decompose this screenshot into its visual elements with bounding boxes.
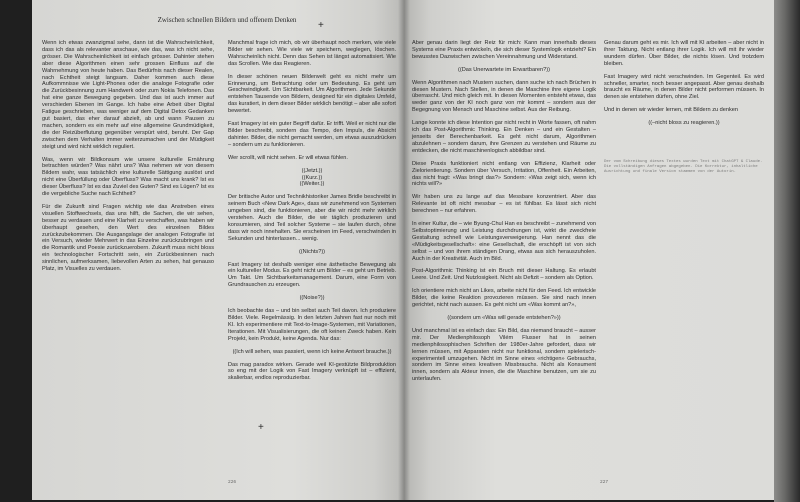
paragraph: Und manchmal ist es einfach das: Ein Bild, das niemand braucht – ausser mir. Der Medienphilosoph Vilém Flusser hat in seinen medienphilosophischen Schriften der 1980er-Jahre gefordert, dass wir lernen müssen, mit Apparaten nicht nur funktional, sondern spielerisch-experimentell umzugehen. Nicht im Sinne eines «richtigen» Gebrauchs, sondern im Sinne eines kreativen Missbrauchs. Nicht als Konsument innen, sondern als Akteur innen, die die Maschine benutzen, um sie zu unterlaufen. — [412, 327, 596, 383]
paragraph: Fast Imagery ist ein guter Begriff dafür. Er trifft. Weil er nicht nur die Bilder beschreibt, sondern das Tempo, den Impuls, die Absicht dahinter. Bilder, die nicht gemacht werden, um etwas auszudrücken – sondern um zu funktionieren. — [228, 121, 396, 148]
paragraph: Wenn ich etwas zwanzigmal sehe, dann ist die Wahrscheinlichkeit, dass ich das als relevanter anschaue, wie das, was ich nicht sehe, grösser. Die Wahrscheinlichkeit ist einfach grösser. Dahinter stehen aber diese Algorithmen einen sehr grossen Einfluss auf die Wahrnehmung von heute haben. Das Bedürfnis nach dieser Realen, nach Echtheit steigt langsam. Daher kommen auch diese Aufkommnisse wie Light-Phones oder die analoge Fotografie oder die Zurückbesinnung zum Handwerk oder zum Nokia Telefonen. Das hat eine ganze Bewegung gegeben. Und das ist auch immer auf verschieden Ebenen im Gange. Ich habe eine Arbeit über Digital Fatigue geschrieben, was weniger auf dem Digital Detox Gedanken gut basiert, das eher darauf abzielt, ab und wann Pausen zu machen, sondern es ein mehr auf eine allgemeine Grundmüdigkeit, die der Reizüberflutung gegenüber verspürt wird, beruht. Der Gap zwischen dem Verhalten immer weiterzumachen und der Müdigkeit steigt und wird nicht wirklich reguliert. — [42, 40, 214, 150]
paragraph: Aber genau darin liegt der Reiz für mich: Kann man innerhalb dieses Systems eine Praxis entwickeln, die sich dieser Systemlogik entzieht? Ein bewusstes Dazwischen zwischen Vereinnahmung und Widerstand. — [412, 40, 596, 60]
paragraph: Fast Imagery ist deshalb weniger eine ästhetische Bewegung als ein kultureller Modus. Es geht nicht um Bilder – es geht um Betrieb. Um Takt. Um Sichtbarkeitsmanagement. Darum, eine Form von Grundrauschen zu erzeugen. — [228, 261, 396, 289]
paragraph: Das mag paradox wirken. Gerade weil KI-gestützte Bildproduktion so eng mit der Logik von Fast Imagery verknüpft ist – effizient, skalierbar, endlos reproduzierbar. — [228, 361, 396, 382]
paragraph: Der britische Autor und Technikhistoriker James Bridle beschreibt in seinem Buch «New Dark Age», dass wir zunehmend von Systemen umgeben sind, die funktionieren, aber die wir nicht mehr wirklich verstehen. Auch die Bilder, die wir täglich produzieren und konsumieren, sind Teil solcher Systeme – sie laufen durch, ohne dass wir noch innehalten. Sie erscheinen im Feed, verschwinden in Sekunden und hinterlassen... wenig. — [228, 194, 396, 242]
plus-mark-bottom: + — [258, 422, 264, 433]
page-number: 227 — [600, 480, 609, 485]
paragraph: Lange konnte ich diese Intention gar nicht recht in Worte fassen, oft nahm ich das Post-Algorithmic Thinking. Ein Denken – und ein Gestalten – jenseits der Berechenbarkeit. Es geht nicht darum, Algorithmen abzulehnen – sondern darum, ihre Grenzen zu verstehen und Räume zu entdecken, die nicht maschinenlogisch abbildbar sind. — [412, 120, 596, 154]
quote-block — [228, 168, 396, 189]
paragraph: Post-Algorithmic Thinking ist ein Bruch mit dieser Haltung. Es erlaubt Leere. Und Zeit. Und Nutzlosigkeit. Nicht als Defizit – sondern als Option. — [412, 268, 596, 282]
page-number: 226 — [228, 480, 237, 485]
quote-line: ((Kurz.)) — [301, 174, 323, 181]
quote-line: ((Ich will sehen, was passiert, wenn ich keine Antwort brauche.)) — [232, 348, 392, 355]
quote-line: ((–nicht bloss zu reagieren.)) — [648, 120, 720, 127]
left-page — [32, 0, 404, 500]
paragraph: Für die Zukunft sind Fragen wichtig wie das Anstreben eines visuellen Stoffwechsels, das uns hilft, die Sachen, die wir sehen, besser zu verdauen und eine Klarheit zu verschaffen, was haben wir überhaupt gesehen, den Wert des einzelnen Bildes zurückzubekommen. Die Ausgangslage der analogen Fotografie ist ein Versuch, wieder Mehrwert in das Einzelne zurückzubringen und die Romantik und Poesie zurückzuerobern. Zukunft muss nicht bloss ein technologischer Fortschritt sein, ein Zurückbesinnen nach sinnlichen, aufmerksamen, liebevollen Arten zu sehen, hat genauso Platz, im Visuelles zu verdauen. — [42, 203, 214, 273]
left-column-2 — [228, 40, 396, 388]
right-column-2 — [604, 40, 764, 133]
plus-mark-top: + — [318, 20, 324, 31]
paragraph: Wer scrollt, will nicht sehen. Er will etwas fühlen. — [228, 154, 348, 161]
paragraph: Manchmal frage ich mich, ob wir überhaupt noch merken, wie viele Bilder wir sehen. Wie viele wir speichern, weglegen, löschen. Wahrscheinlich nicht. Denn das Sehen ist längst automatisiert. Wie das Scrollen. Wie das Reagieren. — [228, 40, 396, 67]
quote-line: ((Das Unerwartete im Erwartbaren?)) — [457, 66, 550, 73]
paragraph: Genau darum geht es mir. Ich will mit KI arbeiten – aber nicht in ihrer Taktung. Nicht entlang ihrer Logik. Ich will mit ihr wieder wundern dürfen. Über Bilder, die nichts lösen. Und trotzdem bleiben. — [604, 40, 764, 67]
paragraph: Wenn Algorithmen nach Mustern suchen, dann suche ich nach Brüchen in diesen Mustern. Nach Stellen, in denen die Maschine ihre eigene Logik überrascht. Und mich gleich mit. In diesen Momenten entsteht etwas, das weder ganz von der KI noch ganz von mir kommt – sondern aus der Begegnung von Mensch und Maschine selbst. Aus der Reibung. — [412, 79, 596, 114]
page-header: Zwischen schnellen Bildern und offenem Denken — [157, 16, 297, 24]
quote-line: ((sondern um «Was will gerade entstehen?»)) — [447, 315, 561, 321]
quote-line: ((Nichts?)) — [298, 248, 326, 255]
paragraph: Diese Praxis funktioniert nicht entlang von Effizienz, Klarheit oder Zielorientierung. Sondern über Versuch, Irritation, Offenheit. Ein Arbeiten, das nicht fragt: «Was bringt das?» Sondern: «Was zeigt sich, wenn ich nichts will?» — [412, 160, 596, 188]
paragraph: Ich beobachte das – und bin selbst auch Teil davon. Ich produziere Bilder. Viele. Regelmässig. In den letzten Jahren fast nur noch mit KI. Ich experimentiere mit Text-to-Image-Systemen, mit Variationen, Iterationen. Mit Visualisierungen, die oft keinen Zweck haben. Kein Projekt, kein Produkt, keine Agenda. Nur das: — [228, 308, 396, 342]
book-gutter — [398, 0, 410, 500]
quote-line: ((Jetzt.)) — [301, 167, 323, 174]
right-column-1 — [412, 40, 596, 389]
footnote: Der vom Schreibung dieses Textes wurden Text mit ChatGPT & Claude. Die vollständigen Anfragen abgegeben. Die Korrektur, inhaltliche Ausrichtung und finale Version stammen von der Autorin. — [604, 160, 763, 174]
right-page — [404, 0, 774, 500]
left-column-1 — [42, 40, 214, 279]
paragraph: Ich orientiere mich nicht an Likes, arbeite nicht für den Feed. Ich entwickle Bilder, die keine Reaktion provozieren müssen. Sie sind nach innen gerichtet, nicht nach aussen. Es geht nicht um «Was kommt an?», — [412, 288, 596, 309]
paragraph: In einer Kultur, die – wie Byung-Chul Han es beschreibt – zunehmend von Selbstoptimierung und Leistung durchdrungen ist, wirkt die zweckfreie Gestaltung schnell wie Leistungsverweigerung. Han nennt das die «Müdigkeitsgesellschaft»: eine Gesellschaft, die erschöpft ist von sich selbst – und von ihrem ständigen Drang, etwas aus sich herauszuholen. Auch in der Kreativität. Auch im Bild. — [412, 221, 596, 262]
paragraph: In dieser schönen neuen Bilderwelt geht es nicht mehr um Erinnerung, um Betrachtung oder um Bedeutung. Es geht um Geschwindigkeit. Um Sichtbarkeit. Um Algorithmen. Jede Sekunde entstehen Tausende von Bildern, designed für ein digitales Umfeld, das kuratiert, in dem dieser Bilder wirklich benötigt – aber alle sofort bewertet. — [228, 73, 396, 115]
paragraph: Wir haben uns zu lange auf das Messbare konzentriert. Aber das Relevante ist oft nicht messbar – es ist fühlbar. Es lässt sich nicht berechnen – nur erfahren. — [412, 194, 596, 215]
quote-line: ((Noise?)) — [299, 295, 325, 302]
book-edge — [774, 0, 800, 502]
quote-line: ((Weiter.)) — [299, 181, 325, 188]
paragraph: Was, wenn wir Bildkonsum wie unsere kulturelle Ernährung betrachten würden? Was nährt uns? Was nehmen wir von diesem Bildern wahr, was tatsächlich eine kulturelle Sättigung auslöst und nicht eine Überfüllung oder Überfluss? Was macht uns krank? Ist es dieser Überfluss? Ist es das Zuviel des Guten? Sind es Lügen? Ist es die vergebliche Suche nach Echtheit? — [42, 156, 214, 198]
paragraph: Fast Imagery wird nicht verschwinden. Im Gegenteil. Es wird schneller, smarter, noch besser angepasst. Aber genau deshalb braucht es Räume, in denen Bilder nicht performen müssen. In denen sie entstehen dürfen, ohne Ziel. — [604, 73, 764, 101]
paragraph: Und in denen wir wieder lernen, mit Bildern zu denken — [604, 107, 739, 114]
